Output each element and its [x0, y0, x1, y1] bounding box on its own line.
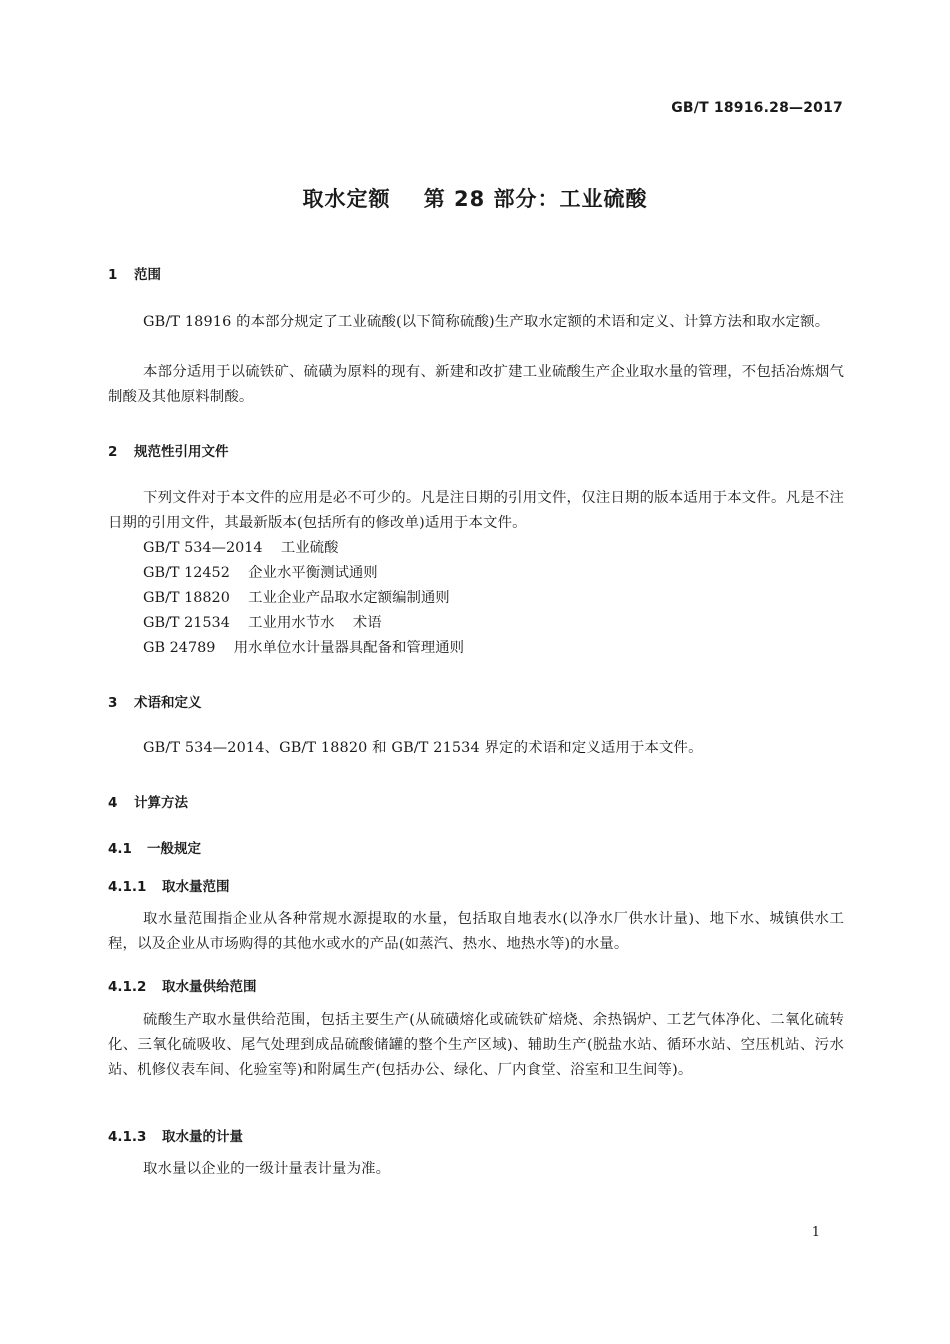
heading-section-4-1-1 [108, 875, 230, 895]
heading-section-1 [108, 263, 161, 283]
section-1-paragraph-2: 本部分适用于以硫铁矿、硫磺为原料的现有、新建和改扩建工业硫酸生产企业取水量的管理，不包括冶炼烟气制酸及其他原料制酸。 [108, 364, 844, 405]
reference-item: GB 24789 用水单位水计量器具配备和管理通则 [143, 640, 464, 656]
heading-title: 计算方法 [134, 795, 188, 811]
heading-section-4-1-3 [108, 1125, 243, 1145]
heading-number: 3 [108, 695, 118, 711]
section-4-1-2-paragraph: 硫酸生产取水量供给范围，包括主要生产(从硫磺熔化或硫铁矿焙烧、余热锅炉、工艺气体净化、二氧化硫转化、三氧化硫吸收、尾气处理到成品硫酸储罐的整个生产区域)、辅助生产(脱盐水站、循环水站、空压机站、污水站、机修仪表车间、化验室等)和附属生产(包括办公、绿化、厂内食堂、浴室和卫生间等)。 [108, 1012, 844, 1078]
section-2-intro: 下列文件对于本文件的应用是必不可少的。凡是注日期的引用文件，仅注日期的版本适用于本文件。凡是不注日期的引用文件，其最新版本(包括所有的修改单)适用于本文件。 [108, 490, 844, 531]
heading-section-4-1 [108, 837, 201, 857]
document-title: 取水定额 第 28 部分：工业硫酸 [302, 187, 648, 211]
heading-number: 4.1.3 [108, 1129, 147, 1145]
heading-number: 2 [108, 444, 118, 460]
heading-title: 范围 [134, 267, 161, 283]
heading-section-3 [108, 691, 202, 711]
heading-number: 1 [108, 267, 118, 283]
heading-title: 取水量的计量 [162, 1129, 243, 1145]
section-3-paragraph: GB/T 534—2014、GB/T 18820 和 GB/T 21534 界定的术语和定义适用于本文件。 [143, 740, 703, 756]
section-4-1-1-paragraph: 取水量范围指企业从各种常规水源提取的水量，包括取自地表水(以净水厂供水计量)、地下水、城镇供水工程，以及企业从市场购得的其他水或水的产品(如蒸汽、热水、地热水等)的水量。 [108, 911, 844, 952]
heading-title: 术语和定义 [134, 695, 202, 711]
heading-title: 规范性引用文件 [134, 444, 229, 460]
reference-item: GB/T 534—2014 工业硫酸 [143, 540, 339, 556]
reference-item: GB/T 12452 企业水平衡测试通则 [143, 565, 378, 581]
heading-section-4-1-2 [108, 975, 257, 995]
standard-code: GB/T 18916.28—2017 [671, 100, 843, 116]
section-4-1-3-paragraph: 取水量以企业的一级计量表计量为准。 [143, 1161, 391, 1177]
heading-section-4 [108, 791, 188, 811]
reference-item: GB/T 21534 工业用水节水 术语 [143, 615, 382, 631]
heading-number: 4.1 [108, 841, 132, 857]
heading-title: 一般规定 [147, 841, 201, 857]
reference-item: GB/T 18820 工业企业产品取水定额编制通则 [143, 590, 450, 606]
heading-number: 4 [108, 795, 118, 811]
page-number: 1 [811, 1225, 820, 1240]
heading-number: 4.1.2 [108, 979, 147, 995]
section-1-paragraph-1: GB/T 18916 的本部分规定了工业硫酸(以下简称硫酸)生产取水定额的术语和定义、计算方法和取水定额。 [143, 314, 830, 330]
heading-title: 取水量范围 [162, 879, 230, 895]
heading-title: 取水量供给范围 [162, 979, 257, 995]
heading-number: 4.1.1 [108, 879, 147, 895]
heading-section-2 [108, 440, 229, 460]
